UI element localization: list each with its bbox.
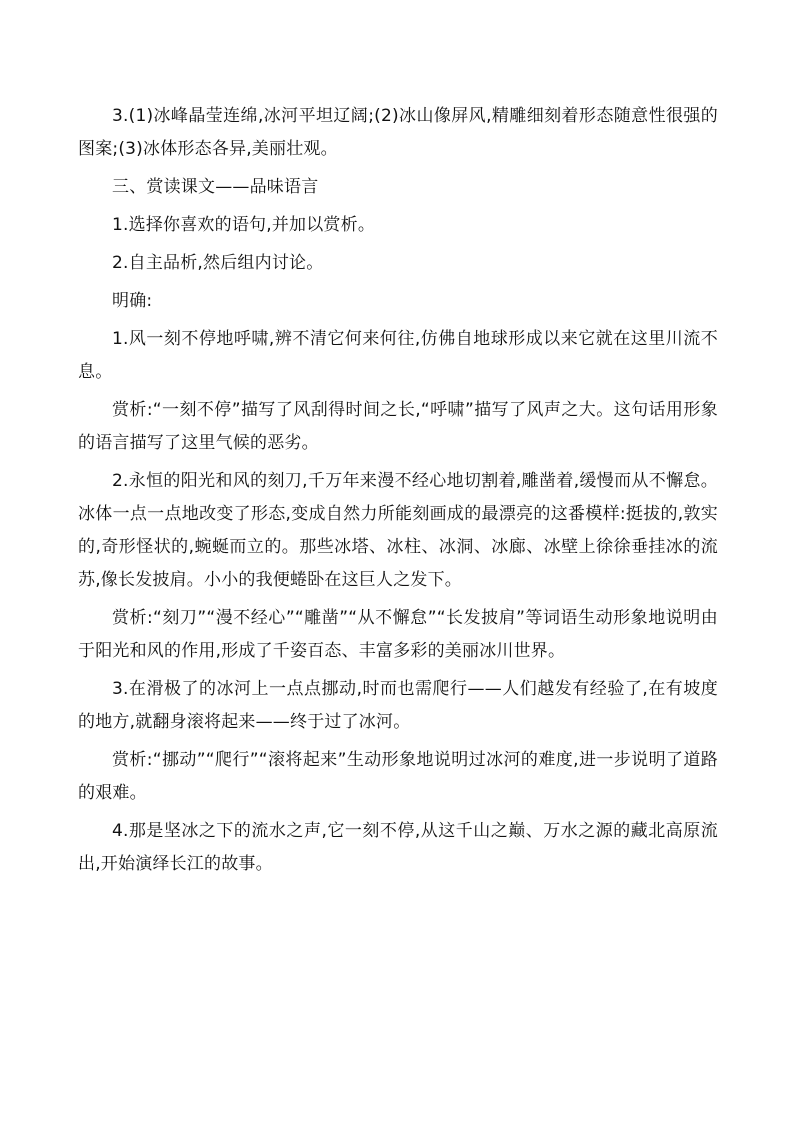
document-body xyxy=(78,100,718,886)
sentence-1: 1.风一刻不停地呼啸,辨不清它何来何往,仿佛自地球形成以来它就在这里川流不息。 xyxy=(78,329,718,382)
task-1: 1.选择你喜欢的语句,并加以赏析。 xyxy=(112,215,376,235)
sentence-3: 3.在滑极了的冰河上一点点挪动,时而也需爬行——人们越发有经验了,在有坡度的地方,就翻身滚将起来——终于过了冰河。 xyxy=(78,679,718,732)
analysis-3: 赏析:“挪动”“爬行”“滚将起来”生动形象地说明过冰河的难度,进一步说明了道路的艰难。 xyxy=(78,750,718,803)
sentence-2: 2.永恒的阳光和风的刻刀,千万年来漫不经心地切割着,雕凿着,缓慢而从不懈怠。冰体一点一点地改变了形态,变成自然力所能刻画成的最漂亮的这番模样:挺拔的,敦实的,奇形怪状的,蜿蜒而立的。那些冰塔、冰柱、冰洞、冰廊、冰壁上徐徐垂挂冰的流苏,像长发披肩。小小的我便蜷卧在这巨人之发下。 xyxy=(78,471,718,590)
sentence-4: 4.那是坚冰之下的流水之声,它一刻不停,从这千山之巅、万水之源的藏北高原流出,开始演绎长江的故事。 xyxy=(78,821,718,874)
paragraph-answer-3: 3.(1)冰峰晶莹连绵,冰河平坦辽阔;(2)冰山像屏风,精雕细刻着形态随意性很强的图案;(3)冰体形态各异,美丽壮观。 xyxy=(78,106,718,159)
task-2: 2.自主品析,然后组内讨论。 xyxy=(112,253,324,273)
analysis-2: 赏析:“刻刀”“漫不经心”“雕凿”“从不懈怠”“长发披肩”等词语生动形象地说明由于阳光和风的作用,形成了千姿百态、丰富多彩的美丽冰川世界。 xyxy=(78,608,718,661)
clarification-label: 明确: xyxy=(112,291,153,311)
section-heading-3: 三、赏读课文——品味语言 xyxy=(112,177,319,197)
analysis-1: 赏析:“一刻不停”描写了风刮得时间之长,“呼啸”描写了风声之大。这句话用形象的语言描写了这里气候的恶劣。 xyxy=(78,400,718,453)
